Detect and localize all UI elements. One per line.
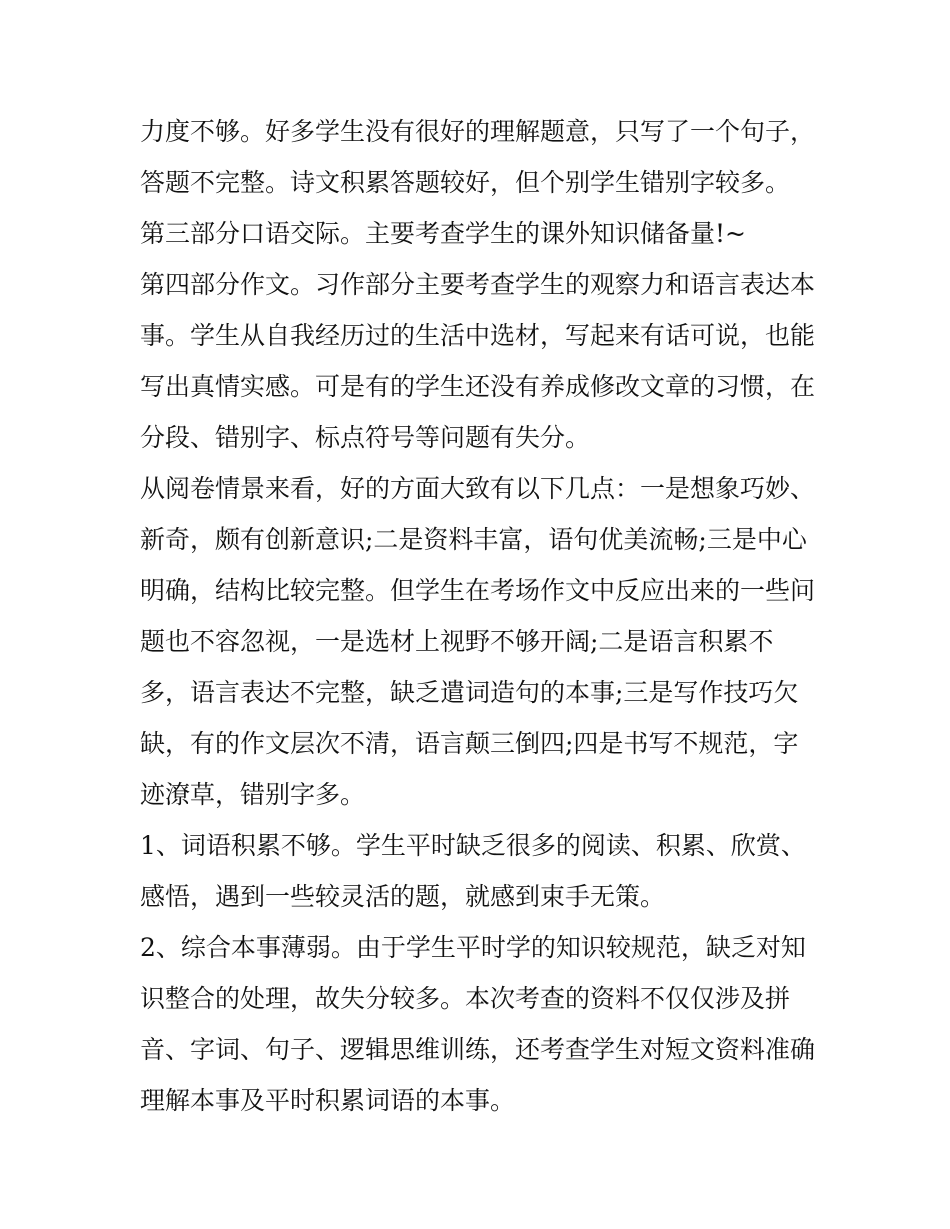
text-line: 多，语言表达不完整，缺乏遣词造句的本事;三是写作技巧欠 bbox=[140, 678, 799, 707]
text-line: 识整合的处理，故失分较多。本次考查的资料不仅仅涉及拼 bbox=[140, 984, 791, 1013]
text-line: 明确，结构比较完整。但学生在考场作文中反应出来的一些问 bbox=[140, 576, 816, 605]
text-line: 迹潦草，错别字多。 bbox=[140, 780, 366, 809]
text-line: 从阅卷情景来看，好的方面大致有以下几点：一是想象巧妙、 bbox=[140, 474, 816, 503]
text-line: 第三部分口语交际。主要考查学生的课外知识储备量!~ bbox=[140, 219, 746, 248]
text-line: 分段、错别字、标点符号等问题有失分。 bbox=[140, 423, 591, 452]
text-line: 题也不容忽视，一是选材上视野不够开阔;二是语言积累不 bbox=[140, 627, 774, 656]
text-line: 事。学生从自我经历过的生活中选材，写起来有话可说，也能 bbox=[140, 321, 816, 350]
text-line: 力度不够。好多学生没有很好的理解题意，只写了一个句子， bbox=[140, 117, 816, 146]
text-line: 理解本事及平时积累词语的本事。 bbox=[140, 1086, 516, 1115]
text-line: 第四部分作文。习作部分主要考查学生的观察力和语言表达本 bbox=[140, 270, 816, 299]
text-line: 音、字词、句子、逻辑思维训练，还考查学生对短文资料准确 bbox=[140, 1035, 816, 1064]
text-line: 2、综合本事薄弱。由于学生平时学的知识较规范，缺乏对知 bbox=[140, 933, 806, 962]
text-line: 答题不完整。诗文积累答题较好，但个别学生错别字较多。 bbox=[140, 168, 791, 197]
text-line: 1、词语积累不够。学生平时缺乏很多的阅读、积累、欣赏、 bbox=[140, 831, 806, 860]
text-line: 新奇，颇有创新意识;二是资料丰富，语句优美流畅;三是中心 bbox=[140, 525, 807, 554]
text-line: 缺，有的作文层次不清，语言颠三倒四;四是书写不规范，字 bbox=[140, 729, 799, 758]
document-body bbox=[140, 108, 830, 1128]
text-line: 感悟，遇到一些较灵活的题，就感到束手无策。 bbox=[140, 882, 666, 911]
text-line: 写出真情实感。可是有的学生还没有养成修改文章的习惯，在 bbox=[140, 372, 816, 401]
